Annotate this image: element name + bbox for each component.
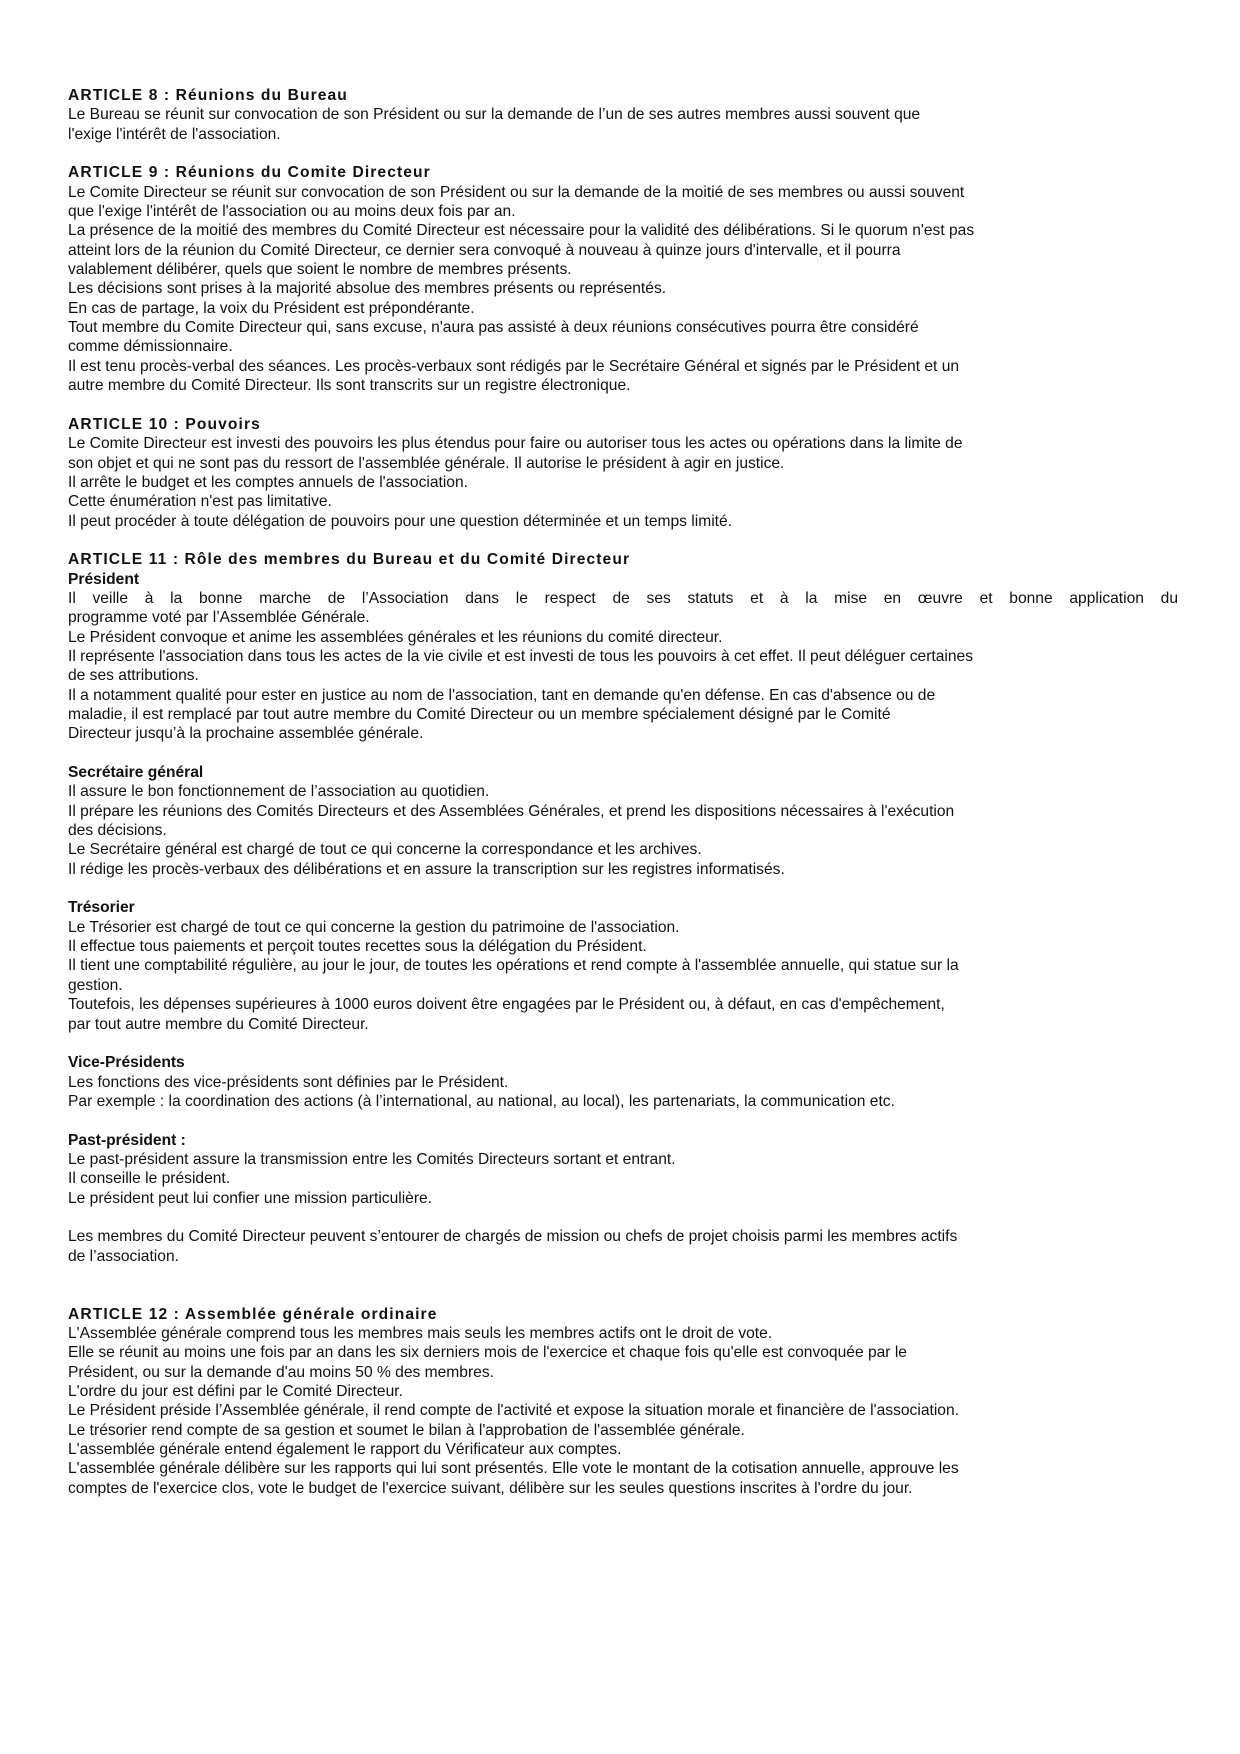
article-12 bbox=[68, 1305, 1178, 1498]
paragraph-line: Le Comite Directeur est investi des pouvoirs les plus étendus pour faire ou autoriser tous les actes ou opérations dans la limite de bbox=[68, 435, 963, 453]
paragraph-line: son objet et qui ne sont pas du ressort de l'assemblée générale. Il autorise le président à agir en justice. bbox=[68, 454, 785, 472]
paragraph-line: Les membres du Comité Directeur peuvent s’entourer de chargés de mission ou chefs de projet choisis parmi les membres actifs bbox=[68, 1228, 958, 1246]
paragraph-line: Il assure le bon fonctionnement de l’association au quotidien. bbox=[68, 783, 490, 801]
paragraph-line: Tout membre du Comite Directeur qui, sans excuse, n'aura pas assisté à deux réunions consécutives pourra être considéré bbox=[68, 319, 919, 337]
role-heading: Président bbox=[68, 570, 140, 588]
role-heading: Trésorier bbox=[68, 899, 135, 917]
paragraph-line: Il peut procéder à toute délégation de pouvoirs pour une question déterminée et un temps limité. bbox=[68, 512, 733, 530]
role-heading: Vice-Présidents bbox=[68, 1054, 185, 1072]
article-heading: ARTICLE 11 : Rôle des membres du Bureau et du Comité Directeur bbox=[68, 551, 631, 569]
role-president bbox=[68, 570, 1178, 744]
paragraph-line: Il effectue tous paiements et perçoit toutes recettes sous la délégation du Président. bbox=[68, 938, 647, 956]
paragraph-line: programme voté par l’Assemblée Générale. bbox=[68, 609, 370, 627]
paragraph-line: valablement délibérer, quels que soient le nombre de membres présents. bbox=[68, 261, 572, 279]
article-9 bbox=[68, 163, 1178, 395]
paragraph-line: Le trésorier rend compte de sa gestion et soumet le bilan à l'approbation de l'assemblée générale. bbox=[68, 1421, 745, 1439]
paragraph-line: que l'exige l'intérêt de l'association ou au moins deux fois par an. bbox=[68, 203, 516, 221]
article-11 bbox=[68, 550, 1178, 1266]
article-11-closing bbox=[68, 1227, 1178, 1266]
paragraph-line: de l’association. bbox=[68, 1247, 179, 1265]
paragraph-line: l'exige l'intérêt de l'association. bbox=[68, 125, 281, 143]
paragraph-line: Les fonctions des vice-présidents sont définies par le Président. bbox=[68, 1073, 509, 1091]
paragraph-line: L'Assemblée générale comprend tous les membres mais seuls les membres actifs ont le droit de vote. bbox=[68, 1325, 773, 1342]
paragraph-line: Il est tenu procès-verbal des séances. Les procès-verbaux sont rédigés par le Secrétaire Général et signés par le Président et un bbox=[68, 357, 960, 375]
article-10 bbox=[68, 415, 1178, 531]
article-heading: ARTICLE 9 : Réunions du Comite Directeur bbox=[68, 164, 431, 182]
paragraph-line: Le Comite Directeur se réunit sur convocation de son Président ou sur la demande de la moitié de ses membres ou aussi souvent bbox=[68, 183, 965, 201]
paragraph-line: Le Président préside l’Assemblée générale, il rend compte de l'activité et expose la situation morale et financière de l'association. bbox=[68, 1402, 959, 1420]
paragraph-line: Directeur jusqu’à la prochaine assemblée générale. bbox=[68, 725, 424, 743]
paragraph-line: L'assemblée générale entend également le rapport du Vérificateur aux comptes. bbox=[68, 1441, 622, 1459]
paragraph-line: Le past-président assure la transmission entre les Comités Directeurs sortant et entrant. bbox=[68, 1150, 676, 1168]
paragraph-line: Le Président convoque et anime les assemblées générales et les réunions du comité directeur. bbox=[68, 628, 723, 646]
paragraph-line: Le Bureau se réunit sur convocation de son Président ou sur la demande de l’un de ses autres membres aussi souvent que bbox=[68, 106, 921, 124]
paragraph-line: La présence de la moitié des membres du Comité Directeur est nécessaire pour la validité des délibérations. Si le quorum n'est pas bbox=[68, 222, 975, 240]
paragraph-line: Il a notamment qualité pour ester en justice au nom de l'association, tant en demande qu'en défense. En cas d'absence ou de bbox=[68, 686, 936, 704]
role-past-president bbox=[68, 1131, 1178, 1208]
paragraph-line: Il veille à la bonne marche de l’Association dans le respect de ses statuts et à la mise en œuvre et bonne application du bbox=[68, 589, 1178, 607]
article-heading: ARTICLE 8 : Réunions du Bureau bbox=[68, 87, 348, 104]
paragraph-line: Président, ou sur la demande d'au moins 50 % des membres. bbox=[68, 1363, 494, 1381]
role-heading: Past-président : bbox=[68, 1131, 186, 1149]
paragraph-line: Il représente l'association dans tous les actes de la vie civile et est investi de tous les pouvoirs à cet effet. Il peut déléguer certaines bbox=[68, 647, 974, 665]
paragraph-line: Par exemple : la coordination des actions (à l’international, au national, au local), les partenariats, la communication etc. bbox=[68, 1092, 895, 1110]
paragraph-line: Toutefois, les dépenses supérieures à 1000 euros doivent être engagées par le Président ou, à défaut, en cas d'empêchement, bbox=[68, 996, 945, 1014]
article-heading: ARTICLE 10 : Pouvoirs bbox=[68, 415, 261, 433]
paragraph-line: Les décisions sont prises à la majorité absolue des membres présents ou représentés. bbox=[68, 280, 667, 298]
role-vice-presidents bbox=[68, 1053, 1178, 1111]
paragraph-line: autre membre du Comité Directeur. Ils sont transcrits sur un registre électronique. bbox=[68, 377, 631, 395]
article-heading: ARTICLE 12 : Assemblée générale ordinaire bbox=[68, 1305, 438, 1323]
paragraph-line: gestion. bbox=[68, 976, 123, 994]
paragraph-line: Le Trésorier est chargé de tout ce qui concerne la gestion du patrimoine de l'association. bbox=[68, 918, 680, 936]
paragraph-line: Le Secrétaire général est chargé de tout ce qui concerne la correspondance et les archives. bbox=[68, 841, 702, 859]
paragraph-line: Le président peut lui confier une mission particulière. bbox=[68, 1189, 433, 1207]
paragraph-line: de ses attributions. bbox=[68, 667, 199, 685]
paragraph-line: atteint lors de la réunion du Comité Directeur, ce dernier sera convoqué à nouveau à quinze jours d'intervalle, et il pourra bbox=[68, 241, 901, 259]
paragraph-line: par tout autre membre du Comité Directeur. bbox=[68, 1015, 369, 1033]
paragraph-line: Elle se réunit au moins une fois par an dans les six derniers mois de l'exercice et chaque fois qu'elle est convoquée par le bbox=[68, 1344, 907, 1362]
paragraph-line: Il tient une comptabilité régulière, au jour le jour, de toutes les opérations et rend compte à l'assemblée annuelle, qui statue sur la bbox=[68, 957, 959, 975]
role-heading: Secrétaire général bbox=[68, 764, 204, 782]
paragraph-line: des décisions. bbox=[68, 822, 167, 840]
paragraph-line: L'ordre du jour est défini par le Comité Directeur. bbox=[68, 1383, 403, 1401]
paragraph-line: L'assemblée générale délibère sur les rapports qui lui sont présentés. Elle vote le montant de la cotisation annuelle, approuve les bbox=[68, 1460, 959, 1478]
paragraph-line: En cas de partage, la voix du Président est prépondérante. bbox=[68, 299, 475, 317]
paragraph-line: Cette énumération n'est pas limitative. bbox=[68, 493, 332, 511]
paragraph-line: Il rédige les procès-verbaux des délibérations et en assure la transcription sur les registres informatisés. bbox=[68, 860, 785, 878]
paragraph-line: Il arrête le budget et les comptes annuels de l'association. bbox=[68, 473, 468, 491]
paragraph-line: Il prépare les réunions des Comités Directeurs et des Assemblées Générales, et prend les dispositions nécessaires à l'exécution bbox=[68, 802, 955, 820]
paragraph-line: comptes de l'exercice clos, vote le budget de l'exercice suivant, délibère sur les seules questions inscrites à l'ordre du jour. bbox=[68, 1479, 913, 1497]
article-8 bbox=[68, 86, 1178, 144]
role-secretaire-general bbox=[68, 763, 1178, 879]
paragraph-line: maladie, il est remplacé par tout autre membre du Comité Directeur ou un membre spécialement désigné par le Comité bbox=[68, 706, 891, 723]
role-tresorier bbox=[68, 898, 1178, 1033]
paragraph-line: comme démissionnaire. bbox=[68, 338, 233, 356]
document-page bbox=[68, 86, 1178, 1498]
paragraph-line: Il conseille le président. bbox=[68, 1170, 231, 1188]
